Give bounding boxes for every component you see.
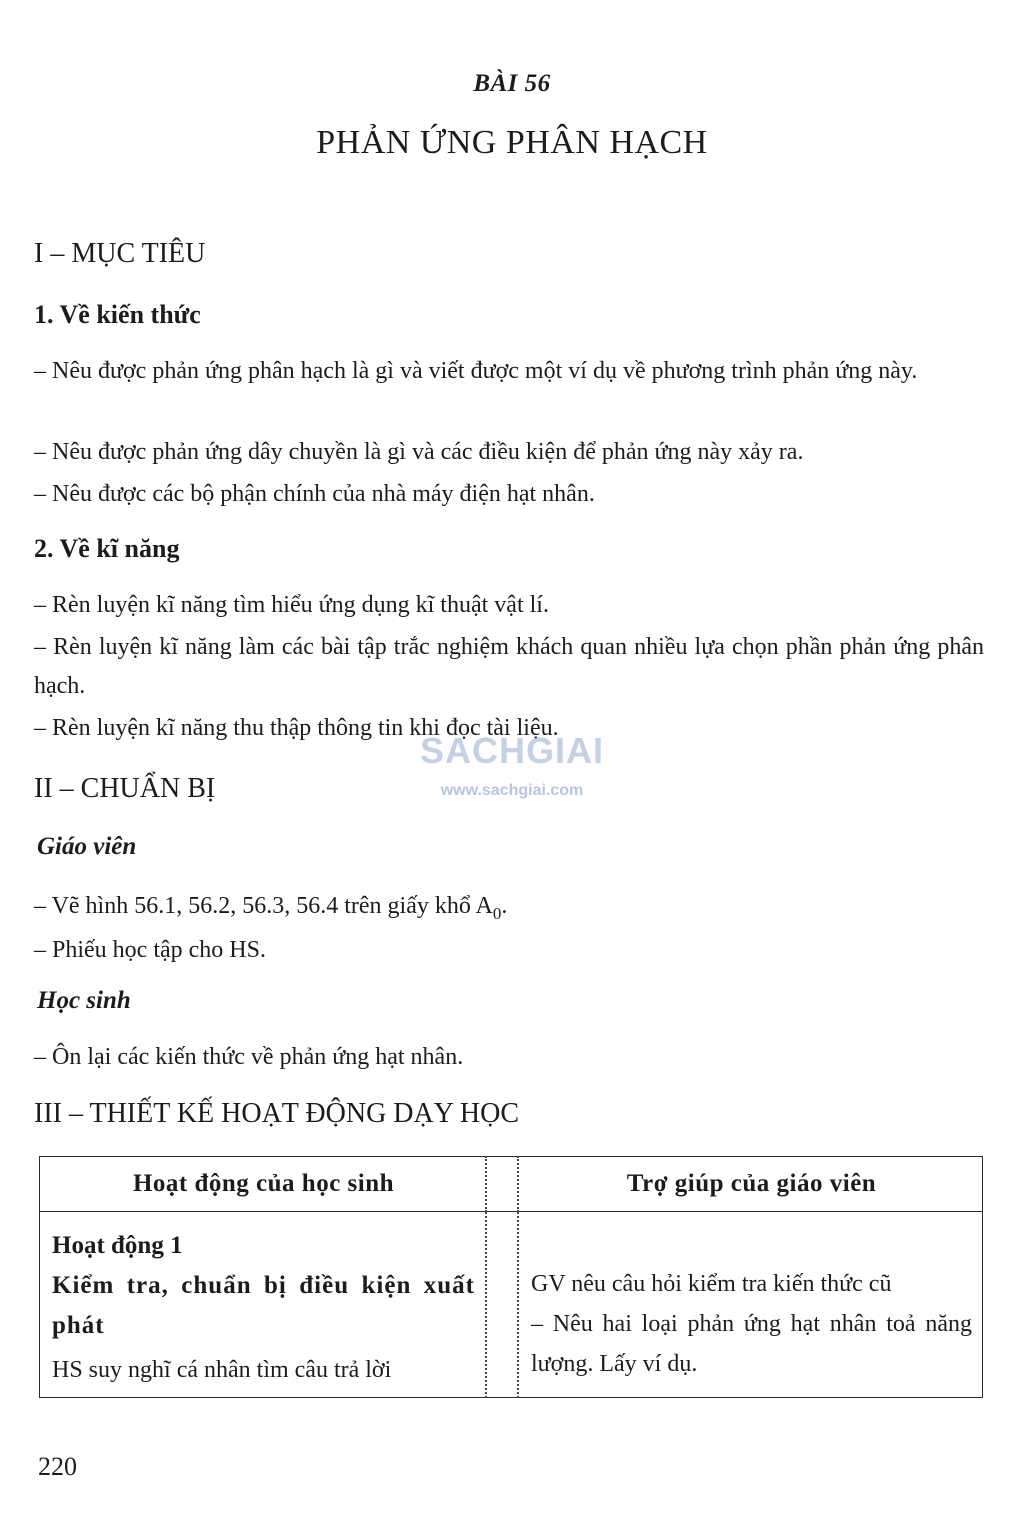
section-heading-activities: III – THIẾT KẾ HOẠT ĐỘNG DẠY HỌC: [34, 1098, 520, 1129]
subheading-skills: 2. Về kĩ năng: [34, 534, 180, 563]
watermark-logo: SACHGIAI: [419, 730, 604, 771]
subheading-student: Học sinh: [37, 987, 131, 1014]
teacher-item-1: [34, 887, 984, 933]
table-header-row: [40, 1157, 983, 1212]
student-item-1: – Ôn lại các kiến thức về phản ứng hạt nhân.: [34, 1044, 464, 1070]
header-teacher-support: Trợ giúp của giáo viên: [518, 1157, 983, 1212]
skills-item-3: – Rèn luyện kĩ năng thu thập thông tin khi đọc tài liệu.: [34, 715, 559, 741]
teacher-item-1-subscript: 0: [492, 903, 502, 923]
teacher-cell: [518, 1212, 983, 1398]
page-number: 220: [38, 1452, 77, 1481]
table-row: [40, 1212, 983, 1398]
activity-table: [39, 1156, 983, 1398]
skills-item-1: – Rèn luyện kĩ năng tìm hiểu ứng dụng kĩ thuật vật lí.: [34, 592, 549, 618]
teacher-question: [531, 1264, 972, 1384]
teacher-item-1-text: – Vẽ hình 56.1, 56.2, 56.3, 56.4 trên giấy khổ A: [34, 893, 493, 919]
skills-item-2: – Rèn luyện kĩ năng làm các bài tập trắc nghiệm khách quan nhiều lựa chọn phần phản ứng phân hạch.: [34, 634, 984, 699]
lesson-title: PHẢN ỨNG PHÂN HẠCH: [316, 124, 708, 161]
knowledge-item-3: – Nêu được các bộ phận chính của nhà máy điện hạt nhân.: [34, 481, 595, 507]
teacher-item-2: – Phiếu học tập cho HS.: [34, 937, 266, 963]
activity-title: Hoạt động 1: [52, 1232, 183, 1259]
student-cell: [40, 1212, 487, 1398]
column-separator: [486, 1157, 518, 1212]
lesson-number: BÀI 56: [473, 70, 551, 97]
header-student-activity: Hoạt động của học sinh: [40, 1157, 487, 1212]
teacher-item-1-end: .: [501, 893, 508, 919]
teacher-line-1: GV nêu câu hỏi kiểm tra kiến thức cũ: [531, 1271, 892, 1297]
watermark-url: www.sachgiai.com: [440, 782, 584, 799]
watermark: [412, 730, 612, 800]
student-response: HS suy nghĩ cá nhân tìm câu trả lời: [52, 1357, 392, 1383]
teacher-line-2: – Nêu hai loại phản ứng hạt nhân toả năng lượng. Lấy ví dụ.: [531, 1311, 972, 1377]
section-heading-preparation: II – CHUẨN BỊ: [34, 773, 216, 804]
knowledge-item-2: – Nêu được phản ứng dây chuyền là gì và các điều kiện để phản ứng này xảy ra.: [34, 439, 804, 465]
subheading-knowledge: 1. Về kiến thức: [34, 300, 201, 329]
column-separator: [486, 1212, 518, 1398]
knowledge-item-1: – Nêu được phản ứng phân hạch là gì và viết được một ví dụ về phương trình phản ứng này.: [34, 358, 918, 384]
section-heading-objectives: I – MỤC TIÊU: [34, 238, 206, 269]
activity-subtitle: Kiểm tra, chuẩn bị điều kiện xuất phát: [52, 1272, 475, 1339]
subheading-teacher: Giáo viên: [37, 833, 137, 860]
